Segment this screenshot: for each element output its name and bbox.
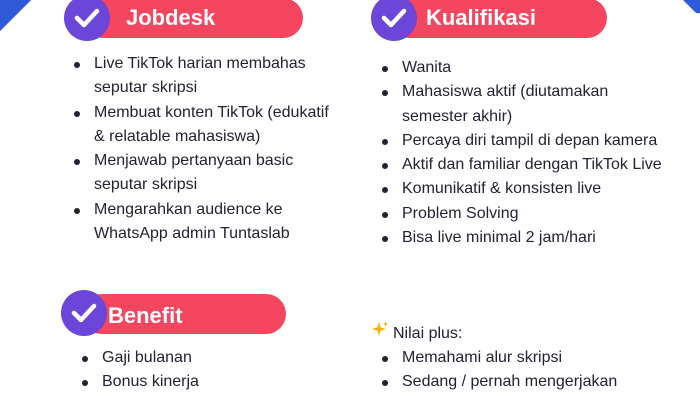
list-item: Bisa live minimal 2 jam/hari <box>378 226 668 250</box>
benefit-check-badge <box>61 290 107 336</box>
nilai-plus-label: Nilai plus: <box>393 325 463 342</box>
list-item: Wanita <box>378 56 668 80</box>
list-item: Sedang / pernah mengerjakan <box>378 370 678 394</box>
jobdesk-list <box>70 52 340 246</box>
nilai-plus-heading <box>371 321 462 346</box>
list-item: Live TikTok harian membahas seputar skripsi <box>70 52 340 101</box>
check-icon <box>71 302 97 324</box>
jobdesk-title: Jobdesk <box>126 5 216 30</box>
benefit-title: Benefit <box>108 303 183 328</box>
list-item: Problem Solving <box>378 202 668 226</box>
nilai-plus-list <box>378 346 678 395</box>
sparkle-icon <box>371 321 389 339</box>
benefit-list <box>78 346 338 395</box>
list-item: Memahami alur skripsi <box>378 346 678 370</box>
list-item: Membuat konten TikTok (edukatif & relatable mahasiswa) <box>70 101 340 150</box>
corner-decoration-left <box>0 0 31 31</box>
check-icon <box>74 7 100 29</box>
list-item: Mengarahkan audience ke WhatsApp admin Tuntaslab <box>70 198 340 247</box>
list-item: Percaya diri tampil di depan kamera <box>378 129 668 153</box>
kualifikasi-title: Kualifikasi <box>426 5 537 30</box>
list-item: Gaji bulanan <box>78 346 338 370</box>
list-item: Bonus kinerja <box>78 370 338 394</box>
list-item: Komunikatif & konsisten live <box>378 177 668 201</box>
list-item: Menjawab pertanyaan basic seputar skripsi <box>70 149 340 198</box>
list-item: Aktif dan familiar dengan TikTok Live <box>378 153 668 177</box>
kualifikasi-list <box>378 56 668 250</box>
list-item: Mahasiswa aktif (diutamakan semester akhir) <box>378 80 668 129</box>
corner-decoration-right <box>681 0 700 15</box>
check-icon <box>381 7 407 29</box>
